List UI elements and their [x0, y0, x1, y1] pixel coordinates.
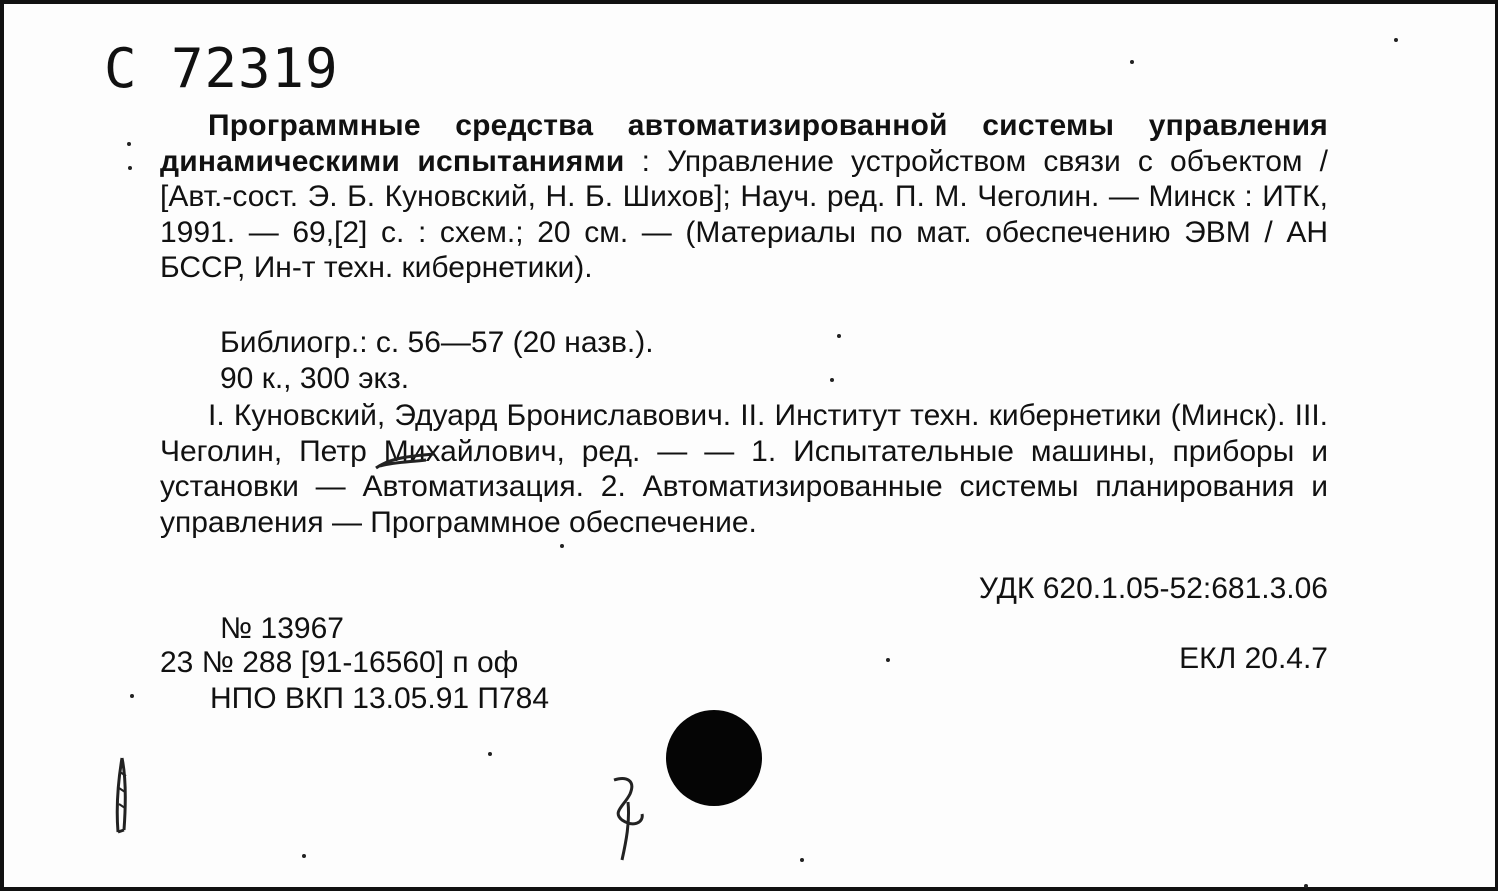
call-number: С 72319: [104, 37, 339, 100]
description-text: : Управление устройством связи с объектом / [Авт.-сост. Э. Б. Куновский, Н. Б. Шихов]; Науч. ред. П. М. Чеголин. — Минск : ИТК, 1991. — 69,[2] с. : схем.; 20 см. — (Материалы по мат. обеспечению ЭВМ / АН БССР, Ин-т техн. кибернетики).: [160, 144, 1328, 284]
speck: [1130, 60, 1134, 64]
handwritten-underline: [370, 444, 440, 474]
ekl-code: ЕКЛ 20.4.7: [1179, 642, 1328, 675]
speck: [560, 544, 564, 548]
speck: [302, 854, 306, 858]
order-line: 23 № 288 [91-16560] п оф: [160, 646, 519, 679]
handwritten-mark-left: [104, 752, 144, 842]
bibliography-note: Библиогр.: с. 56—57 (20 назв.).: [220, 326, 654, 359]
speck: [127, 142, 131, 146]
speck: [1304, 884, 1308, 888]
title-heading: Программные средства автоматизированной системы управления динамическими испытаниями: [160, 109, 1328, 178]
speck: [128, 166, 132, 170]
publisher-line: НПО ВКП 13.05.91 П784: [210, 682, 550, 715]
speck: [830, 378, 834, 382]
handwritten-mark-center: [600, 772, 660, 867]
card-number: № 13967: [220, 612, 344, 645]
bibliographic-description: [160, 108, 1328, 286]
speck: [1394, 38, 1398, 42]
tracings: I. Куновский, Эдуард Брониславович. II. Институт техн. кибернетики (Минск). III. Чеголин, Петр Михайлович, ред. — — 1. Испытательные машины, приборы и установки — Автоматизация. 2. Автоматизированные системы планирования и управления — Программное обеспечение.: [160, 399, 1328, 539]
speck: [488, 752, 492, 756]
speck: [886, 658, 890, 662]
price-and-copies: 90 к., 300 экз.: [220, 362, 410, 395]
punch-hole: [666, 710, 762, 806]
speck: [837, 334, 841, 338]
speck: [800, 858, 804, 862]
udk-code: УДК 620.1.05-52:681.3.06: [978, 572, 1328, 605]
speck: [130, 694, 134, 698]
